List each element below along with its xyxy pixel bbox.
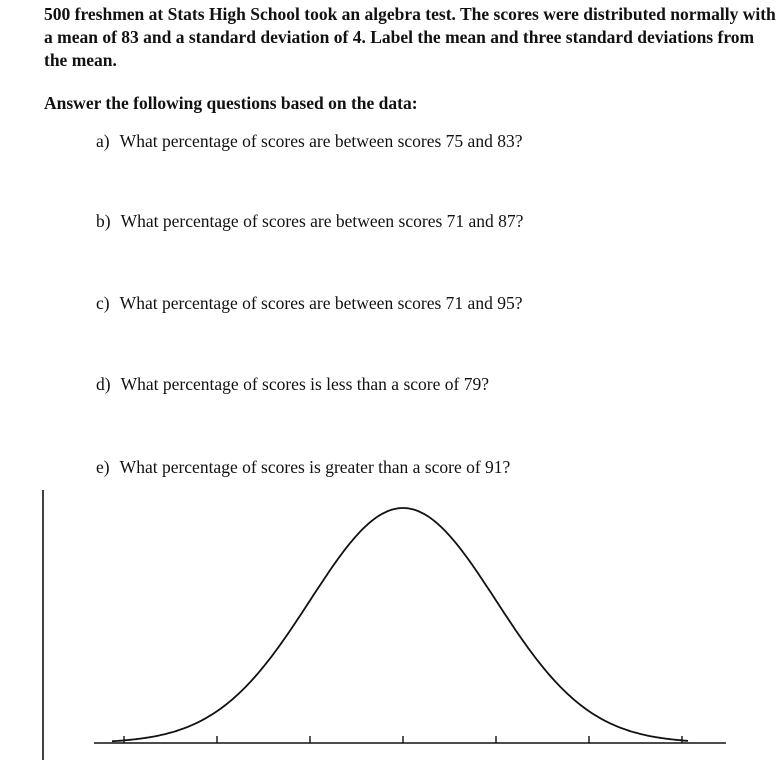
question-e (96, 456, 510, 479)
question-text: What percentage of scores are between scores 75 and 83? (119, 131, 523, 151)
bell-curve-line (112, 508, 688, 741)
question-b (96, 210, 523, 233)
problem-intro: 500 freshmen at Stats High School took an algebra test. The scores were distributed normally with a mean of 83 and a standard deviation of 4. Label the mean and three standard deviations from the mean. (44, 4, 776, 70)
question-text: What percentage of scores is greater than a score of 91? (119, 457, 511, 477)
question-letter: b) (96, 211, 111, 231)
axis-ticks (124, 736, 682, 743)
question-text: What percentage of scores are between scores 71 and 87? (120, 211, 524, 231)
normal-curve-chart (0, 488, 783, 760)
question-letter: e) (96, 457, 110, 477)
question-text: What percentage of scores are between scores 71 and 95? (119, 293, 523, 313)
question-d (96, 373, 489, 396)
question-letter: d) (96, 374, 111, 394)
question-text: What percentage of scores is less than a score of 79? (120, 374, 489, 394)
question-c (96, 292, 522, 315)
answer-heading: Answer the following questions based on the data: (44, 93, 418, 113)
question-a (96, 130, 522, 153)
question-letter: a) (96, 131, 110, 151)
question-letter: c) (96, 293, 110, 313)
